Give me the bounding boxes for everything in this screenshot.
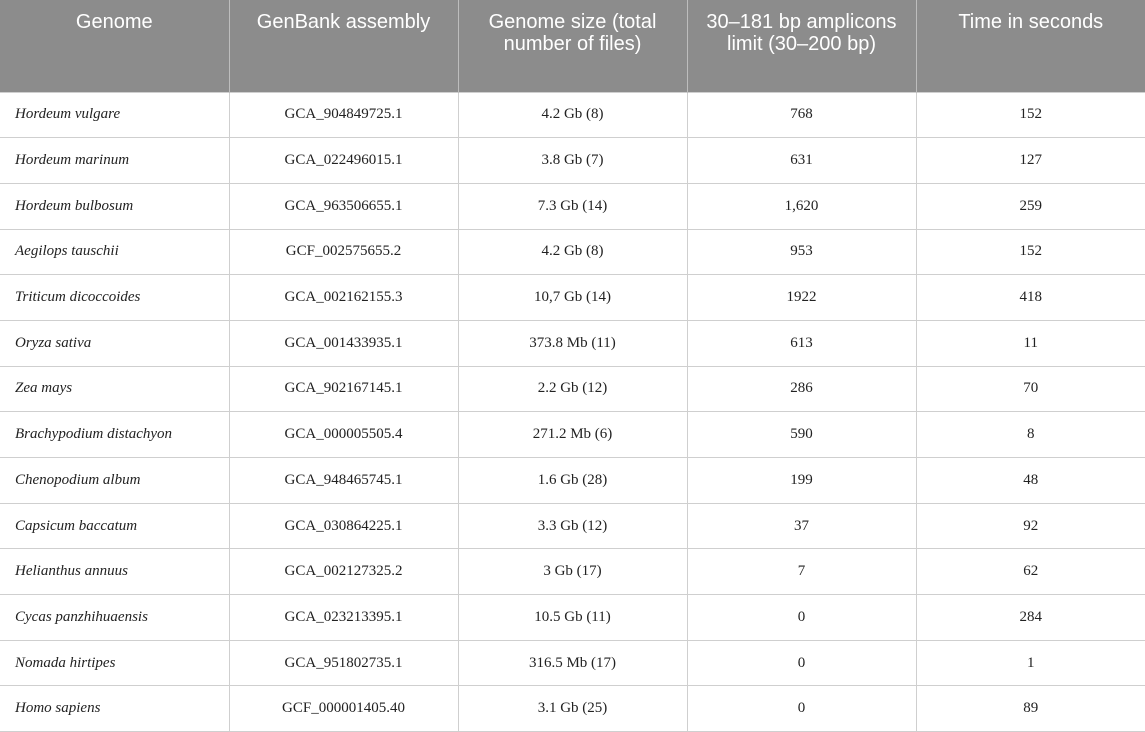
cell-genbank-assembly: GCA_000005505.4 — [229, 412, 458, 458]
cell-genbank-assembly: GCA_022496015.1 — [229, 138, 458, 184]
cell-genome: Triticum dicoccoides — [0, 275, 229, 321]
cell-genome-size: 1.6 Gb (28) — [458, 458, 687, 504]
cell-genome: Cycas panzhihuaensis — [0, 595, 229, 641]
cell-time-seconds: 11 — [916, 320, 1145, 366]
cell-time-seconds: 152 — [916, 92, 1145, 138]
cell-genome: Hordeum marinum — [0, 138, 229, 184]
cell-amplicons: 1922 — [687, 275, 916, 321]
cell-genbank-assembly: GCA_002162155.3 — [229, 275, 458, 321]
cell-genome: Capsicum baccatum — [0, 503, 229, 549]
cell-amplicons: 613 — [687, 320, 916, 366]
cell-amplicons: 768 — [687, 92, 916, 138]
cell-amplicons: 7 — [687, 549, 916, 595]
cell-genome-size: 7.3 Gb (14) — [458, 183, 687, 229]
table-header — [0, 0, 1145, 92]
header-time-seconds: Time in seconds — [916, 0, 1145, 92]
cell-genbank-assembly: GCA_963506655.1 — [229, 183, 458, 229]
cell-genome: Brachypodium distachyon — [0, 412, 229, 458]
cell-genome-size: 3 Gb (17) — [458, 549, 687, 595]
table-row — [0, 458, 1145, 504]
table-body — [0, 92, 1145, 732]
cell-genbank-assembly: GCA_902167145.1 — [229, 366, 458, 412]
table-row — [0, 686, 1145, 732]
table-row — [0, 640, 1145, 686]
cell-genbank-assembly: GCA_023213395.1 — [229, 595, 458, 641]
cell-time-seconds: 8 — [916, 412, 1145, 458]
table-row — [0, 183, 1145, 229]
cell-amplicons: 37 — [687, 503, 916, 549]
cell-genome: Chenopodium album — [0, 458, 229, 504]
cell-time-seconds: 70 — [916, 366, 1145, 412]
cell-genbank-assembly: GCA_951802735.1 — [229, 640, 458, 686]
table-row — [0, 92, 1145, 138]
cell-amplicons: 0 — [687, 595, 916, 641]
cell-time-seconds: 259 — [916, 183, 1145, 229]
cell-amplicons: 1,620 — [687, 183, 916, 229]
cell-amplicons: 0 — [687, 640, 916, 686]
cell-amplicons: 631 — [687, 138, 916, 184]
cell-genome: Hordeum vulgare — [0, 92, 229, 138]
cell-time-seconds: 92 — [916, 503, 1145, 549]
table-row — [0, 412, 1145, 458]
header-genome-size: Genome size (total number of files) — [458, 0, 687, 92]
table-row — [0, 138, 1145, 184]
cell-amplicons: 590 — [687, 412, 916, 458]
cell-genbank-assembly: GCA_904849725.1 — [229, 92, 458, 138]
cell-genome: Helianthus annuus — [0, 549, 229, 595]
header-amplicons-limit: 30–181 bp amplicons limit (30–200 bp) — [687, 0, 916, 92]
cell-genome: Aegilops tauschii — [0, 229, 229, 275]
table-row — [0, 503, 1145, 549]
cell-genome-size: 2.2 Gb (12) — [458, 366, 687, 412]
cell-genome-size: 271.2 Mb (6) — [458, 412, 687, 458]
cell-genome: Oryza sativa — [0, 320, 229, 366]
cell-time-seconds: 284 — [916, 595, 1145, 641]
cell-genome-size: 316.5 Mb (17) — [458, 640, 687, 686]
cell-amplicons: 953 — [687, 229, 916, 275]
cell-genbank-assembly: GCA_002127325.2 — [229, 549, 458, 595]
table-row — [0, 549, 1145, 595]
cell-genome-size: 10.5 Gb (11) — [458, 595, 687, 641]
header-genbank-assembly: GenBank assembly — [229, 0, 458, 92]
cell-genome: Homo sapiens — [0, 686, 229, 732]
table-row — [0, 366, 1145, 412]
cell-time-seconds: 89 — [916, 686, 1145, 732]
cell-time-seconds: 127 — [916, 138, 1145, 184]
cell-amplicons: 199 — [687, 458, 916, 504]
cell-time-seconds: 152 — [916, 229, 1145, 275]
cell-genome: Nomada hirtipes — [0, 640, 229, 686]
cell-genbank-assembly: GCF_000001405.40 — [229, 686, 458, 732]
table-row — [0, 320, 1145, 366]
cell-genome-size: 10,7 Gb (14) — [458, 275, 687, 321]
cell-time-seconds: 418 — [916, 275, 1145, 321]
header-genome: Genome — [0, 0, 229, 92]
cell-genome-size: 3.1 Gb (25) — [458, 686, 687, 732]
cell-time-seconds: 1 — [916, 640, 1145, 686]
cell-genome-size: 3.3 Gb (12) — [458, 503, 687, 549]
table-row — [0, 595, 1145, 641]
cell-amplicons: 0 — [687, 686, 916, 732]
cell-genbank-assembly: GCA_001433935.1 — [229, 320, 458, 366]
cell-genome: Hordeum bulbosum — [0, 183, 229, 229]
cell-genome: Zea mays — [0, 366, 229, 412]
cell-genbank-assembly: GCA_948465745.1 — [229, 458, 458, 504]
cell-amplicons: 286 — [687, 366, 916, 412]
cell-genbank-assembly: GCA_030864225.1 — [229, 503, 458, 549]
cell-time-seconds: 48 — [916, 458, 1145, 504]
cell-genome-size: 3.8 Gb (7) — [458, 138, 687, 184]
cell-genome-size: 373.8 Mb (11) — [458, 320, 687, 366]
cell-genome-size: 4.2 Gb (8) — [458, 92, 687, 138]
cell-genome-size: 4.2 Gb (8) — [458, 229, 687, 275]
table-row — [0, 229, 1145, 275]
cell-genbank-assembly: GCF_002575655.2 — [229, 229, 458, 275]
cell-time-seconds: 62 — [916, 549, 1145, 595]
table-row — [0, 275, 1145, 321]
header-row — [0, 0, 1145, 92]
